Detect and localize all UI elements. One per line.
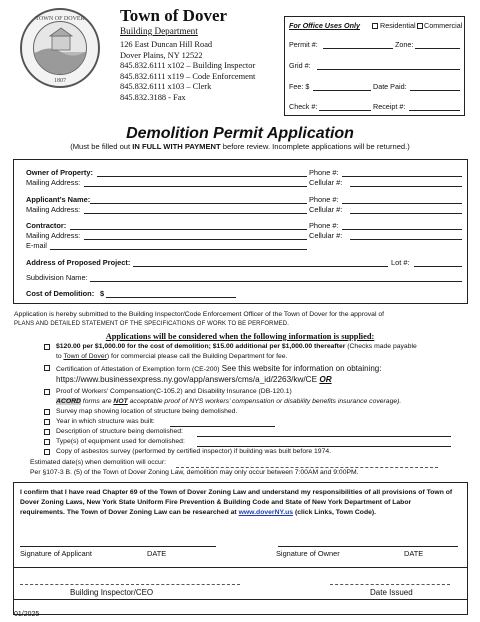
equip-text: Type(s) of equipment used for demolished:	[56, 438, 185, 445]
confirm-line3-pre: requirements. The Town of Dover Zoning Law can be researched at	[20, 509, 239, 516]
fee-text-line2	[56, 353, 287, 360]
cert-see: See this website for information on obtaining:	[219, 364, 382, 373]
fee-checkbox[interactable]	[44, 344, 50, 350]
lot-label: Lot #:	[391, 258, 410, 267]
proposed-address-field[interactable]	[133, 266, 388, 267]
acord-not: NOT	[113, 398, 128, 405]
zone-label: Zone:	[395, 40, 414, 49]
revision-date: 01/2025	[14, 611, 40, 618]
survey-checkbox[interactable]	[44, 409, 50, 415]
owner-label: Owner of Property:	[26, 168, 93, 177]
dover-website-link[interactable]: www.doverNY.us	[238, 509, 294, 516]
cell3-field[interactable]	[350, 239, 462, 240]
address-line: Dover Plains, NY 12522	[120, 50, 203, 60]
fax-line: 845.832.3188 - Fax	[120, 92, 186, 102]
cert-checkbox[interactable]	[44, 365, 50, 371]
fee-rest: (Checks made payable	[345, 343, 417, 350]
year-field[interactable]	[170, 426, 275, 427]
cert-url[interactable]: https://www.businessexpress.ny.gov/app/answers/cms/a_id/2263/kw/CE	[56, 375, 318, 384]
applicant-signature-line[interactable]	[20, 546, 216, 547]
asbestos-text: Copy of asbestos survey (performed by certified inspector) if building was built before 1974.	[56, 448, 332, 455]
inspector-label: Building Inspector/CEO	[70, 588, 154, 597]
date1-label: DATE	[147, 549, 167, 558]
cell2-field[interactable]	[350, 213, 462, 214]
cert-text	[56, 364, 381, 373]
cost-field[interactable]	[106, 297, 236, 298]
cost-dollar: $	[100, 289, 105, 298]
residential-label: Residential	[380, 21, 416, 30]
mailing3-field[interactable]	[84, 239, 307, 240]
acord-text	[56, 398, 401, 405]
cell1-field[interactable]	[350, 186, 462, 187]
fee-text	[56, 343, 417, 350]
grid-label: Grid #:	[289, 61, 311, 70]
mailing3-label: Mailing Address:	[26, 231, 81, 240]
fee-line2-pre: to	[56, 353, 64, 360]
cell1-label: Cellular #:	[309, 178, 343, 187]
desc-text: Description of structure being demolished:	[56, 428, 183, 435]
phone-line: 845.832.6111 x103 – Clerk	[120, 82, 212, 91]
fee-field[interactable]	[313, 90, 371, 91]
desc-checkbox[interactable]	[44, 429, 50, 435]
email-field[interactable]	[50, 249, 307, 250]
mailing2-field[interactable]	[84, 213, 307, 214]
fee-label: Fee: $	[289, 82, 310, 91]
equip-checkbox[interactable]	[44, 439, 50, 445]
cost-label: Cost of Demolition:	[26, 289, 95, 298]
date2-label: DATE	[404, 549, 424, 558]
department-name: Building Department	[120, 26, 198, 36]
phone-line: 845.832.6111 x119 – Code Enforcement	[120, 71, 256, 81]
date-issued-label: Date Issued	[370, 588, 413, 597]
considered-heading: Applications will be considered when the following information is supplied:	[105, 332, 375, 341]
survey-text: Survey map showing location of structure being demolished.	[56, 408, 238, 415]
subdivision-label: Subdivision Name:	[26, 273, 88, 282]
applicant-signature-label: Signature of Applicant	[20, 549, 92, 558]
permit-field[interactable]	[323, 48, 393, 49]
proposed-address-label: Address of Proposed Project:	[26, 258, 131, 267]
inspector-signature-line[interactable]	[20, 584, 240, 585]
owner-signature-line[interactable]	[278, 546, 458, 547]
subtitle	[0, 142, 480, 151]
office-heading: For Office Uses Only	[289, 21, 360, 30]
date-paid-label: Date Paid:	[373, 82, 407, 91]
receipt-field[interactable]	[409, 110, 460, 111]
cert-url-line	[56, 375, 332, 384]
contractor-label: Contractor:	[26, 221, 67, 230]
year-checkbox[interactable]	[44, 419, 50, 425]
owner-field[interactable]	[97, 176, 307, 177]
town-seal	[20, 8, 100, 88]
lot-field[interactable]	[414, 266, 462, 267]
confirm-line1: I confirm that I have read Chapter 69 of the Town of Dover Zoning Law and understand my responsibilities of all provisions of Town of	[20, 489, 453, 496]
phone1-field[interactable]	[342, 176, 462, 177]
fee-line2-post: ) for commercial please call the Building Department for fee.	[106, 353, 288, 360]
desc-field[interactable]	[197, 436, 451, 437]
acord-label: ACORD	[56, 398, 81, 405]
address-line: 126 East Duncan Hill Road	[120, 40, 213, 49]
phone2-field[interactable]	[342, 203, 462, 204]
intro-line2: PLANS AND DETAILED STATEMENT OF THE SPECIFICATIONS OF WORK TO BE PERFORMED.	[14, 321, 289, 327]
phone1-label: Phone #:	[309, 168, 339, 177]
subtitle-bold: IN FULL WITH PAYMENT	[132, 142, 221, 151]
office-use-box	[284, 16, 465, 116]
inspector-box	[13, 567, 468, 615]
proof-checkbox[interactable]	[44, 389, 50, 395]
receipt-label: Receipt #:	[373, 102, 406, 111]
fee-line2-town: Town of Dover	[63, 353, 107, 360]
page-title: Demolition Permit Application	[126, 125, 354, 142]
grid-field[interactable]	[317, 69, 460, 70]
cell2-label: Cellular #:	[309, 205, 343, 214]
svg-text:1807: 1807	[54, 78, 66, 84]
confirm-line3	[20, 509, 376, 516]
year-text: Year in which structure was built:	[56, 418, 155, 425]
fee-bold: $120.00 per $1,000.00 for the cost of demolition; $15.00 additional per $1,000.00 thereafter	[56, 343, 346, 350]
confirm-line2: Dover Zoning Laws, New York State Uniform Fire Prevention & Building Code and State of New York Department of Labor	[20, 499, 412, 506]
acord-post: acceptable proof of NYS workers’ compensation or disability benefits insurance coverage).	[127, 398, 402, 405]
applicant-info-box	[13, 159, 468, 304]
date-issued-line[interactable]	[330, 584, 450, 585]
phone2-label: Phone #:	[309, 195, 339, 204]
subdivision-field[interactable]	[90, 281, 462, 282]
zone-field[interactable]	[415, 48, 460, 49]
phone3-field[interactable]	[342, 229, 462, 230]
svg-text:TOWN OF DOVER: TOWN OF DOVER	[35, 16, 85, 22]
phone3-label: Phone #:	[309, 221, 339, 230]
mailing2-label: Mailing Address:	[26, 205, 81, 214]
intro-line1: Application is hereby submitted to the Building Inspector/Code Enforcement Officer of the Town of Dover for the approval of	[14, 311, 385, 318]
or-label: OR	[319, 375, 332, 384]
acord-mid: forms are	[80, 398, 114, 405]
subtitle-pre: (Must be filled out	[70, 142, 133, 151]
town-name: Town of Dover	[120, 6, 228, 25]
mailing1-field[interactable]	[84, 186, 307, 187]
subtitle-post: before review. Incomplete applications will be returned.)	[220, 142, 410, 151]
cell3-label: Cellular #:	[309, 231, 343, 240]
commercial-checkbox[interactable]	[417, 23, 423, 29]
owner-signature-label: Signature of Owner	[276, 549, 340, 558]
email-label: E-mail	[26, 241, 47, 250]
equip-field[interactable]	[197, 446, 451, 447]
check-field[interactable]	[319, 110, 371, 111]
proof-text: Proof of Workers' Compensation(C-105.2) and Disability Insurance (DB-120.1)	[56, 388, 292, 395]
law-text: Per §107-3 B. (5) of the Town of Dover Zoning Law, demolition may only occur between 7:00AM and 9:00PM.	[30, 469, 359, 476]
contractor-field[interactable]	[70, 229, 307, 230]
estimated-field[interactable]	[176, 467, 438, 468]
asbestos-checkbox[interactable]	[44, 449, 50, 455]
residential-checkbox[interactable]	[372, 23, 378, 29]
phone-line: 845.832.6111 x102 – Building Inspector	[120, 61, 256, 70]
permit-label: Permit #:	[289, 40, 318, 49]
applicant-label: Applicant’s Name:	[26, 195, 91, 204]
estimated-text: Estimated date(s) when demolition will occur:	[30, 459, 166, 466]
mailing1-label: Mailing Address:	[26, 178, 81, 187]
applicant-field[interactable]	[90, 203, 307, 204]
commercial-label: Commercial	[424, 21, 463, 30]
check-label: Check #:	[289, 102, 318, 111]
confirm-line3-post: (click Links, Town Code).	[293, 509, 377, 516]
cert-label: Certification of Attestation of Exemption form (CE-200)	[56, 366, 220, 373]
date-paid-field[interactable]	[410, 90, 460, 91]
